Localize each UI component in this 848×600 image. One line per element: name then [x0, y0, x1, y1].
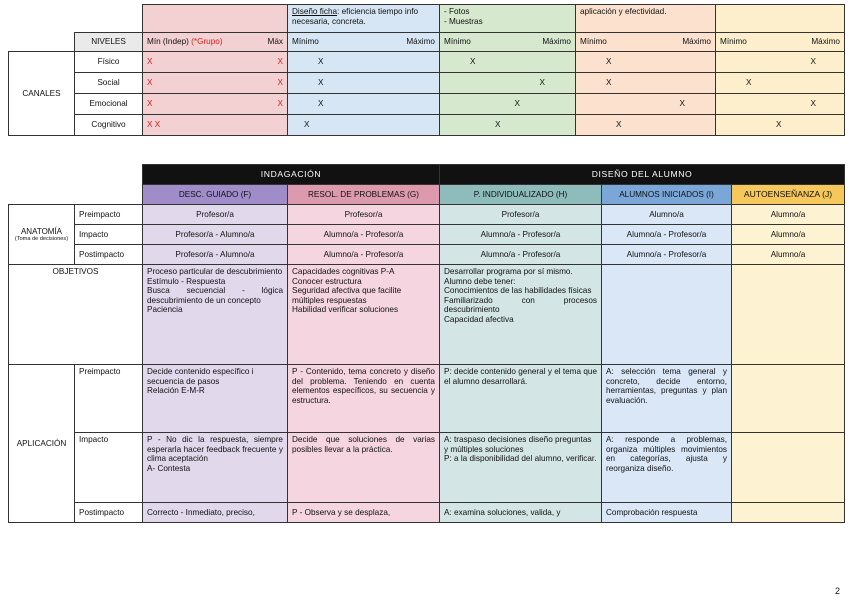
objetivos-g: Capacidades cognitivas P-A Conocer estructura Seguridad afectiva que facilite múltiples respuestas Habilidad verificar soluciones: [288, 265, 440, 365]
min-max-header: Mín (Indep) (*Grupo) Máx: [143, 33, 288, 52]
phase-preimpacto: Preimpacto: [75, 205, 143, 225]
top-blue-cell: Diseño ficha: eficiencia tiempo info necesaria, concreta.: [288, 5, 440, 33]
top-yellow-cell: [716, 5, 845, 33]
diseno-ficha-link: Diseño ficha: [292, 7, 338, 16]
row-label-cognitivo: Cognitivo: [75, 115, 143, 136]
col-header-f: DESC. GUIADO (F): [143, 185, 288, 205]
col-header-g: RESOL. DE PROBLEMAS (G): [288, 185, 440, 205]
anatomia-label: ANATOMÍA (Toma de decisiones): [9, 205, 75, 265]
top-pink-cell: [143, 5, 288, 33]
canales-label: CANALES: [9, 52, 75, 136]
phase-impacto: Impacto: [75, 225, 143, 245]
col-header-i: ALUMNOS INICIADOS (I): [602, 185, 732, 205]
canales-table: Diseño ficha: eficiencia tiempo info necesaria, concreta. - Fotos - Muestras aplicación y efectividad. NIVELES Mín (Indep) (*Grupo) Máx Mínimo Máximo Mínimo Máximo Mínimo Máximo Mínimo Máximo CANALES Físico X X X X X X Social X X X X X X Emocional X X X X X X Cognitivo X X X X X X: [8, 4, 845, 136]
phase-postimpacto: Postimpacto: [75, 245, 143, 265]
top-green-cell: - Fotos - Muestras: [440, 5, 576, 33]
diseno-alumno-header: DISEÑO DEL ALUMNO: [440, 165, 845, 185]
page-number: 2: [834, 586, 840, 596]
objetivos-h: Desarrollar programa por sí mismo. Alumno debe tener: Conocimientos de las habilidades físicas Familiarizado con procesos descubrimiento Capacidad afectiva: [440, 265, 602, 365]
row-label-emocional: Emocional: [75, 94, 143, 115]
objetivos-f: Proceso particular de descubrimiento Estímulo - Respuesta Busca secuencial - lógica descubrimiento de un concepto Paciencia: [143, 265, 288, 365]
estilos-table: INDAGACIÓN DISEÑO DEL ALUMNO DESC. GUIADO (F) RESOL. DE PROBLEMAS (G) P. INDIVIDUALIZADO (H) ALUMNOS INICIADOS (I) AUTOENSEÑANZA (J) ANATOMÍA (Toma de decisiones) Preimpacto Profesor/a Profesor/a Profesor/a Alumno/a Alumno/a Impacto Profesor/a - Alumno/a Alumno/a - Profesor/a Alumno/a - Profesor/a Alumno/a - Profesor/a Alumno/a Postimpacto Profesor/a - Alumno/a Alumno/a - Profesor/a Alumno/a - Profesor/a Alumno/a - Profesor/a Alumno/a OBJETIVOS Proceso particular de descubrimiento Estímulo - Respuesta Busca secuencial - lógica descubrimiento de un concepto Paciencia Capacidades cognitivas P-A Conocer estructura Seguridad afectiva que facilite múltiples respuestas Habilidad verificar soluciones Desarrollar programa por sí mismo. Alumno debe tener: Conocimientos de las habilidades físicas Familiarizado con procesos descubrimiento Capacidad afectiva APLICACIÓN Preimpacto Decide contenido específico i secuencia de pasos Relación E-M-R P - Contenido, tema concreto y diseño del problema. Teniendo en cuenta elementos específicos, su secuencia y estructura. P: decide contenido general y el tema que el alumno desarrollará. A: selección tema general y concreto, decide entorno, herramientas, preguntas y plan evaluación. Impacto P - No dic la respuesta, siempre esperarla hacer feedback frecuente y clima aceptación A- Contesta Decide que soluciones de varias posibles llevar a la práctica. A: traspaso decisiones diseño preguntas y múltiples soluciones P: a la disponibilidad del alumno, verificar. A: responde a problemas, organiza múltiples movimientos en categorías, ajusta y reorganiza diseño. Postimpacto Correcto - Inmediato, preciso, P - Observa y se desplaza, A: examina soluciones, valida, y Comprobación respuesta: [8, 164, 845, 523]
aplicacion-label: APLICACIÓN: [9, 365, 75, 523]
row-label-social: Social: [75, 73, 143, 94]
row-label-fisico: Físico: [75, 52, 143, 73]
col-header-h: P. INDIVIDUALIZADO (H): [440, 185, 602, 205]
niveles-header: NIVELES: [75, 33, 143, 52]
objetivos-label: OBJETIVOS: [9, 265, 143, 365]
col-header-j: AUTOENSEÑANZA (J): [732, 185, 845, 205]
top-orange-cell: aplicación y efectividad.: [576, 5, 716, 33]
indagacion-header: INDAGACIÓN: [143, 165, 440, 185]
